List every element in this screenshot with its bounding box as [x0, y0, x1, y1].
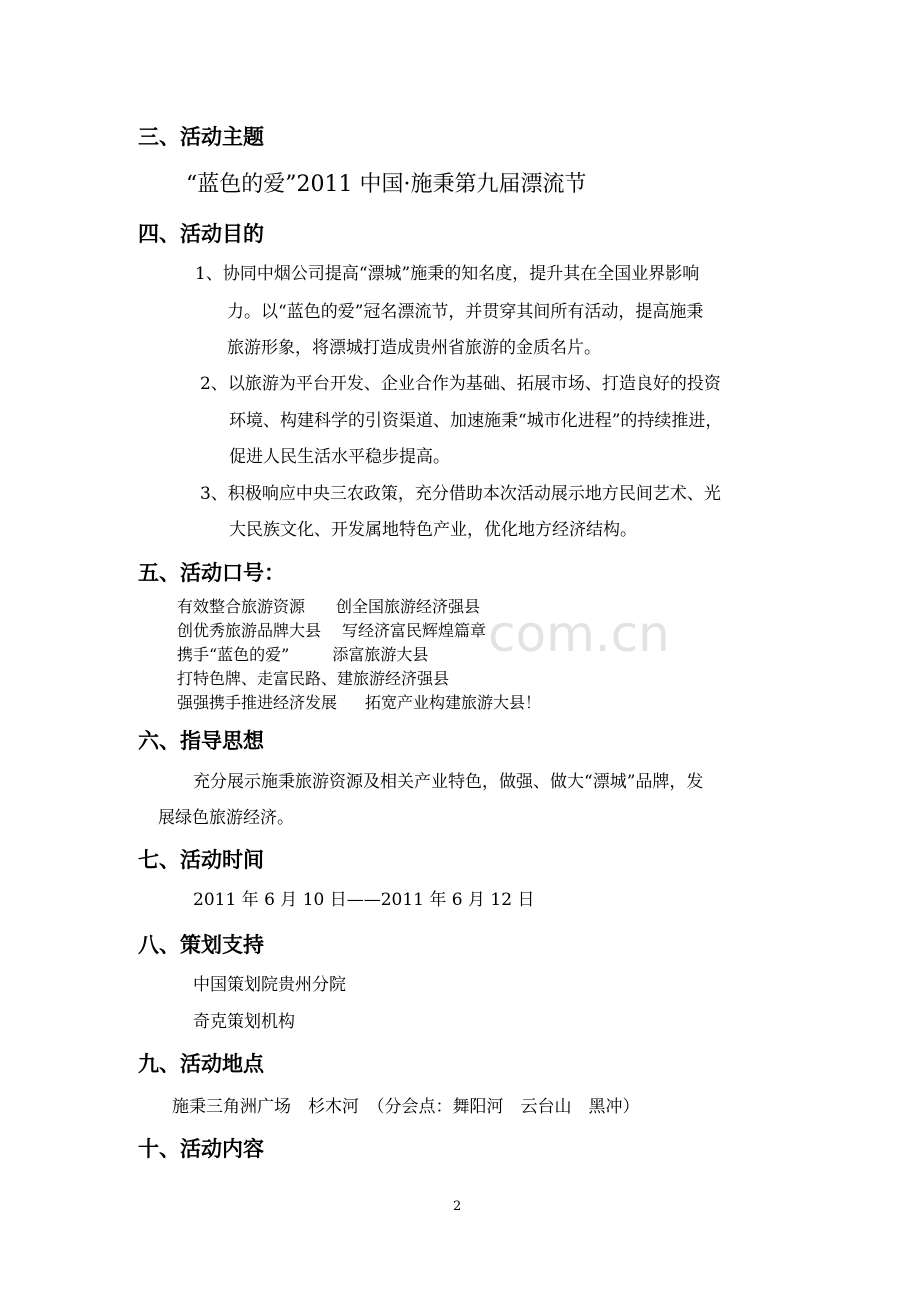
purpose-item-2-line-2: 环境、构建科学的引资渠道、加速施秉“城市化进程”的持续推进， — [229, 411, 723, 431]
slogan-3-b: 添富旅游大县 — [332, 645, 429, 664]
purpose-item-2-line-1: 2、以旅游为平台开发、企业合作为基础、拓展市场、打造良好的投资 — [200, 374, 721, 394]
watermark: com.cn — [488, 605, 670, 663]
section-heading-theme: 三、活动主题 — [138, 125, 264, 149]
activity-location: 施秉三角洲广场 杉木河 （分会点：舞阳河 云台山 黑冲） — [172, 1097, 640, 1117]
section-heading-time: 七、活动时间 — [138, 848, 264, 872]
purpose-item-3-line-2: 大民族文化、开发属地特色产业，优化地方经济结构。 — [229, 520, 637, 540]
slogan-5-b: 拓宽产业构建旅游大县！ — [365, 693, 542, 712]
activity-time: 2011 年 6 月 10 日——2011 年 6 月 12 日 — [193, 890, 535, 910]
section-heading-guiding-idea: 六、指导思想 — [138, 729, 264, 753]
purpose-item-3-line-1: 3、积极响应中央三农政策，充分借助本次活动展示地方民间艺术、光 — [200, 484, 721, 504]
planning-support-1: 中国策划院贵州分院 — [193, 975, 346, 995]
slogan-1-b: 创全国旅游经济强县 — [336, 597, 481, 616]
slogan-4-a: 打特色牌、走富民路、建旅游经济强县 — [177, 669, 450, 688]
purpose-item-1-line-2: 力。以“蓝色的爱”冠名漂流节，并贯穿其间所有活动，提高施秉 — [227, 302, 704, 322]
section-heading-content: 十、活动内容 — [138, 1137, 264, 1161]
slogan-3-a: 携手“蓝色的爱” — [177, 645, 290, 664]
guiding-idea-line-2: 展绿色旅游经济。 — [158, 808, 294, 828]
slogan-5-a: 强强携手推进经济发展 — [177, 693, 338, 712]
activity-theme: “蓝色的爱”2011 中国·施秉第九届漂流节 — [186, 172, 587, 197]
slogan-1-a: 有效整合旅游资源 — [177, 597, 306, 616]
slogan-2-a: 创优秀旅游品牌大县 — [177, 621, 322, 640]
section-heading-slogans: 五、活动口号： — [138, 561, 285, 585]
purpose-item-2-line-3: 促进人民生活水平稳步提高。 — [229, 447, 450, 467]
slogan-line-4 — [177, 669, 449, 689]
section-heading-purpose: 四、活动目的 — [138, 222, 264, 246]
section-heading-location: 九、活动地点 — [138, 1052, 264, 1076]
section-heading-planning-support: 八、策划支持 — [138, 933, 264, 957]
purpose-item-1-line-1: 1、协同中烟公司提高“漂城”施秉的知名度，提升其在全国业界影响 — [195, 264, 700, 284]
slogan-line-2 — [177, 621, 486, 641]
guiding-idea-line-1: 充分展示施秉旅游资源及相关产业特色，做强、做大“漂城”品牌，发 — [193, 772, 704, 792]
slogan-2-b: 写经济富民辉煌篇章 — [342, 621, 487, 640]
slogan-line-1 — [177, 597, 480, 617]
planning-support-2: 奇克策划机构 — [193, 1012, 295, 1032]
page-number: 2 — [453, 1199, 462, 1214]
slogan-line-3 — [177, 645, 428, 665]
slogan-line-5 — [177, 693, 541, 713]
purpose-item-1-line-3: 旅游形象，将漂城打造成贵州省旅游的金质名片。 — [227, 338, 601, 358]
